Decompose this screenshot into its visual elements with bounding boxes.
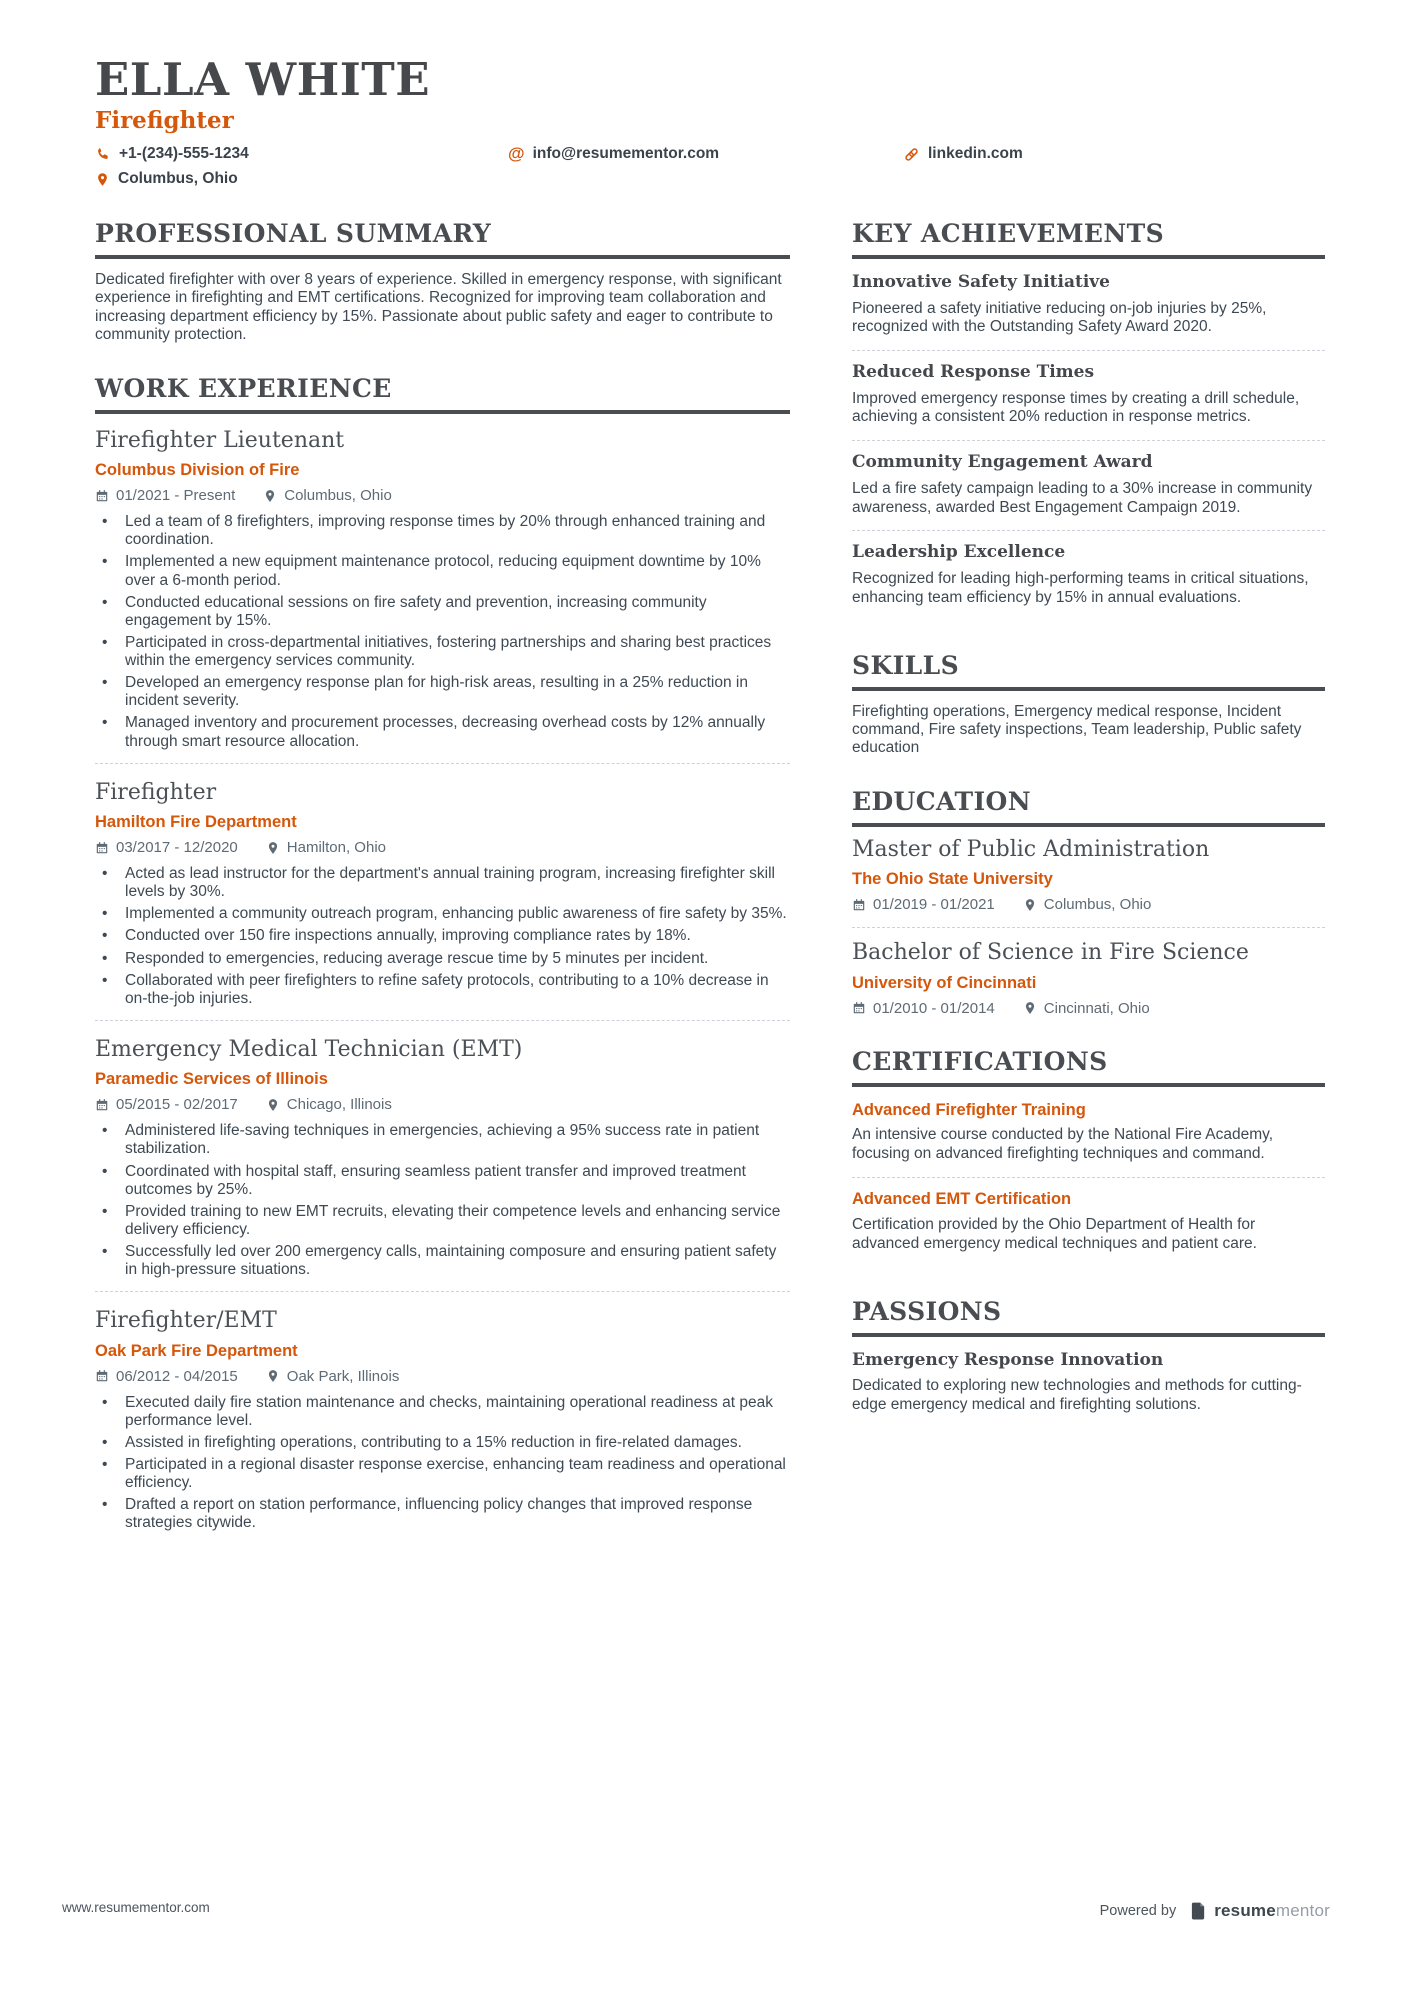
job-bullets xyxy=(95,865,790,1008)
entry-location-item xyxy=(1023,1000,1150,1017)
skills-heading: SKILLS xyxy=(852,651,1325,691)
job-entry xyxy=(95,1291,790,1532)
entry-dates-item xyxy=(95,487,235,504)
summary-text: Dedicated firefighter with over 8 years of experience. Skilled in emergency response, with significant experience in firefighting and EMT certifications. Recognized for improving team collaboration and increasing department efficiency by 15%. Passionate about public safety and eager to contribute to community protection. xyxy=(95,271,782,343)
contact-phone[interactable] xyxy=(95,144,508,164)
degree-location: Cincinnati, Ohio xyxy=(1043,999,1150,1017)
job-dates: 06/2012 - 04/2015 xyxy=(116,1367,238,1385)
certification-entry xyxy=(852,1177,1325,1266)
job-entry xyxy=(95,428,790,751)
job-location: Chicago, Illinois xyxy=(286,1096,392,1114)
achievement-title: Innovative Safety Initiative xyxy=(852,272,1110,293)
degree-company: The Ohio State University xyxy=(852,870,1053,889)
job-bullet: • Participated in a regional disaster response exercise, enhancing team readiness and operational efficiency. xyxy=(95,1456,790,1492)
degree-company: University of Cincinnati xyxy=(852,973,1037,992)
passion-title: Emergency Response Innovation xyxy=(852,1349,1164,1370)
job-dates: 01/2021 - Present xyxy=(116,487,236,505)
achievement-entry xyxy=(852,440,1325,530)
job-bullet: • Participated in cross-departmental initiatives, fostering partnerships and sharing best practices within the emergency services community. xyxy=(95,634,790,670)
section-passions xyxy=(852,1297,1325,1428)
entry-dates-item xyxy=(95,1096,238,1113)
achievement-text: Led a fire safety campaign leading to a 30% increase in community awareness, awarded Best Engagement Campaign 2019. xyxy=(852,479,1313,516)
entry-location-item xyxy=(263,487,392,504)
powered-by-label: Powered by xyxy=(1099,1903,1177,1919)
calendar-icon xyxy=(95,841,109,855)
entry-location-item xyxy=(1023,896,1152,913)
candidate-name: ELLA WHITE xyxy=(95,53,431,106)
contact-row-2 xyxy=(95,169,1325,189)
entry-meta xyxy=(95,1368,790,1385)
job-list xyxy=(95,428,790,1533)
link-icon xyxy=(903,146,920,163)
job-location: Oak Park, Illinois xyxy=(286,1367,400,1385)
job-title: Firefighter Lieutenant xyxy=(95,427,345,453)
footer-powered-by xyxy=(1100,1901,1330,1921)
resume-header xyxy=(95,53,1325,189)
job-dates: 05/2015 - 02/2017 xyxy=(116,1096,238,1114)
entry-meta xyxy=(852,1000,1325,1017)
education-heading: EDUCATION xyxy=(852,787,1325,827)
contact-email[interactable] xyxy=(508,144,903,164)
entry-dates-item xyxy=(852,896,995,913)
certification-title: Advanced EMT Certification xyxy=(852,1190,1072,1209)
pin-icon xyxy=(95,172,110,187)
calendar-icon xyxy=(852,898,866,912)
achievement-entry xyxy=(852,350,1325,440)
job-bullet: • Implemented a new equipment maintenance protocol, reducing equipment downtime by 10% over a 6-month period. xyxy=(95,553,790,589)
job-location: Hamilton, Ohio xyxy=(286,839,386,857)
job-bullet: • Drafted a report on station performance, influencing policy changes that improved response strategies citywide. xyxy=(95,1496,790,1532)
achievement-entry xyxy=(852,530,1325,620)
brand-text-bold: resume xyxy=(1214,1901,1276,1920)
job-bullets xyxy=(95,1394,790,1533)
left-column xyxy=(95,219,790,1562)
degree-dates: 01/2019 - 01/2021 xyxy=(873,896,995,914)
job-bullet: • Successfully led over 200 emergency calls, maintaining composure and ensuring patient safety in high-pressure situations. xyxy=(95,1243,790,1279)
job-company: Paramedic Services of Illinois xyxy=(95,1070,328,1089)
skills-text: Firefighting operations, Emergency medical response, Incident command, Fire safety inspections, Team leadership, Public safety education xyxy=(852,702,1302,756)
entry-meta xyxy=(95,839,790,856)
passion-text: Dedicated to exploring new technologies and methods for cutting-edge emergency medical and firefighting solutions. xyxy=(852,1376,1302,1413)
calendar-icon xyxy=(95,1098,109,1112)
degree-title: Master of Public Administration xyxy=(852,836,1210,862)
certification-entry xyxy=(852,1089,1325,1177)
certification-title: Advanced Firefighter Training xyxy=(852,1100,1086,1119)
job-bullet: • Provided training to new EMT recruits, elevating their competence levels and enhancing service delivery efficiency. xyxy=(95,1203,790,1239)
certification-text: Certification provided by the Ohio Department of Health for advanced emergency medical techniques and patient care. xyxy=(852,1215,1257,1252)
passion-list xyxy=(852,1339,1325,1428)
section-professional-summary xyxy=(95,219,790,344)
job-bullet: • Developed an emergency response plan for high-risk areas, resulting in a 25% reduction in incident severity. xyxy=(95,674,790,710)
pin-icon xyxy=(266,1098,280,1112)
entry-location-item xyxy=(266,1096,392,1113)
pin-icon xyxy=(263,489,277,503)
achievement-text: Improved emergency response times by creating a drill schedule, achieving a consistent 20% reduction in response metrics. xyxy=(852,389,1300,426)
job-bullet: • Responded to emergencies, reducing average rescue time by 5 minutes per incident. xyxy=(95,950,790,968)
contact-linkedin[interactable] xyxy=(903,144,1023,164)
job-bullet: • Implemented a community outreach program, enhancing public awareness of fire safety by 35%. xyxy=(95,905,790,923)
job-entry xyxy=(95,763,790,1008)
experience-heading: WORK EXPERIENCE xyxy=(95,374,790,414)
right-column xyxy=(852,219,1325,1562)
contact-block xyxy=(95,144,1325,189)
job-bullet: • Executed daily fire station maintenance and checks, maintaining operational readiness at peak performance level. xyxy=(95,1394,790,1430)
contact-location xyxy=(95,169,238,189)
at-icon: @ xyxy=(508,144,525,164)
achievement-list xyxy=(852,261,1325,620)
calendar-icon xyxy=(95,489,109,503)
pin-icon xyxy=(266,841,280,855)
job-title: Firefighter/EMT xyxy=(95,1308,277,1334)
summary-heading: PROFESSIONAL SUMMARY xyxy=(95,219,790,259)
candidate-job-title: Firefighter xyxy=(95,107,234,135)
entry-meta xyxy=(852,896,1325,913)
achievement-title: Reduced Response Times xyxy=(852,362,1095,383)
degree-dates: 01/2010 - 01/2014 xyxy=(873,999,995,1017)
resumementor-logo xyxy=(1188,1901,1208,1921)
brand-text xyxy=(1214,1901,1330,1921)
achievement-title: Community Engagement Award xyxy=(852,452,1153,473)
achievements-heading: KEY ACHIEVEMENTS xyxy=(852,219,1325,259)
job-bullets xyxy=(95,513,790,751)
resume-columns xyxy=(95,219,1325,1562)
section-key-achievements xyxy=(852,219,1325,620)
pin-icon xyxy=(266,1369,280,1383)
certification-list xyxy=(852,1089,1325,1267)
phone-icon xyxy=(95,146,111,162)
job-company: Hamilton Fire Department xyxy=(95,813,297,832)
contact-phone-text: +1-(234)-555-1234 xyxy=(119,145,249,163)
job-bullet: • Assisted in firefighting operations, contributing to a 15% reduction in fire-related damages. xyxy=(95,1434,790,1452)
job-title: Emergency Medical Technician (EMT) xyxy=(95,1036,523,1062)
contact-linkedin-text: linkedin.com xyxy=(928,145,1023,163)
entry-meta xyxy=(95,487,790,504)
entry-dates-item xyxy=(852,1000,995,1017)
pin-icon xyxy=(1023,898,1037,912)
degree-entry xyxy=(852,927,1325,1016)
section-certifications xyxy=(852,1047,1325,1267)
achievement-entry xyxy=(852,261,1325,350)
entry-dates-item xyxy=(95,1368,238,1385)
job-location: Columbus, Ohio xyxy=(284,487,392,505)
job-bullet: • Acted as lead instructor for the department's annual training program, increasing firefighter skill levels by 30%. xyxy=(95,865,790,901)
job-bullets xyxy=(95,1122,790,1279)
degree-list xyxy=(852,837,1325,1017)
contact-row-1 xyxy=(95,144,1325,164)
brand-text-light: mentor xyxy=(1275,1901,1330,1920)
entry-meta xyxy=(95,1096,790,1113)
job-dates: 03/2017 - 12/2020 xyxy=(116,839,238,857)
job-title: Firefighter xyxy=(95,779,217,805)
certifications-heading: CERTIFICATIONS xyxy=(852,1047,1325,1087)
job-bullet: • Collaborated with peer firefighters to refine safety protocols, contributing to a 10% decrease in on-the-job injuries. xyxy=(95,972,790,1008)
job-entry xyxy=(95,1020,790,1279)
job-company: Oak Park Fire Department xyxy=(95,1341,298,1360)
job-bullet: • Coordinated with hospital staff, ensuring seamless patient transfer and improved treatment outcomes by 25%. xyxy=(95,1163,790,1199)
calendar-icon xyxy=(95,1369,109,1383)
achievement-text: Recognized for leading high-performing teams in critical situations, enhancing team efficiency by 15% in annual evaluations. xyxy=(852,569,1309,606)
resumementor-brand[interactable] xyxy=(1188,1901,1330,1921)
job-bullet: • Conducted over 150 fire inspections annually, improving compliance rates by 18%. xyxy=(95,927,790,945)
passion-entry xyxy=(852,1339,1325,1428)
job-bullet: • Led a team of 8 firefighters, improving response times by 20% through enhanced training and coordination. xyxy=(95,513,790,549)
pin-icon xyxy=(1023,1001,1037,1015)
section-work-experience xyxy=(95,374,790,1533)
degree-location: Columbus, Ohio xyxy=(1043,896,1152,914)
entry-dates-item xyxy=(95,839,238,856)
section-skills xyxy=(852,651,1325,757)
contact-email-text: info@resumementor.com xyxy=(532,145,720,163)
section-education xyxy=(852,787,1325,1017)
achievement-title: Leadership Excellence xyxy=(852,542,1066,563)
job-company: Columbus Division of Fire xyxy=(95,461,300,480)
contact-location-text: Columbus, Ohio xyxy=(118,170,238,188)
entry-location-item xyxy=(266,1368,400,1385)
passions-heading: PASSIONS xyxy=(852,1297,1325,1337)
certification-text: An intensive course conducted by the National Fire Academy, focusing on advanced firefighting techniques and command. xyxy=(852,1126,1274,1163)
job-bullet: • Managed inventory and procurement processes, decreasing overhead costs by 12% annually through smart resource allocation. xyxy=(95,714,790,750)
calendar-icon xyxy=(852,1001,866,1015)
job-bullet: • Conducted educational sessions on fire safety and prevention, increasing community engagement by 15%. xyxy=(95,594,790,630)
footer-site-link[interactable]: www.resumementor.com xyxy=(62,1900,210,1915)
entry-location-item xyxy=(266,839,386,856)
degree-title: Bachelor of Science in Fire Science xyxy=(852,940,1249,966)
job-bullet: • Administered life-saving techniques in emergencies, achieving a 95% success rate in patient stabilization. xyxy=(95,1122,790,1158)
degree-entry xyxy=(852,837,1325,913)
achievement-text: Pioneered a safety initiative reducing on-job injuries by 25%, recognized with the Outstanding Safety Award 2020. xyxy=(852,299,1267,336)
